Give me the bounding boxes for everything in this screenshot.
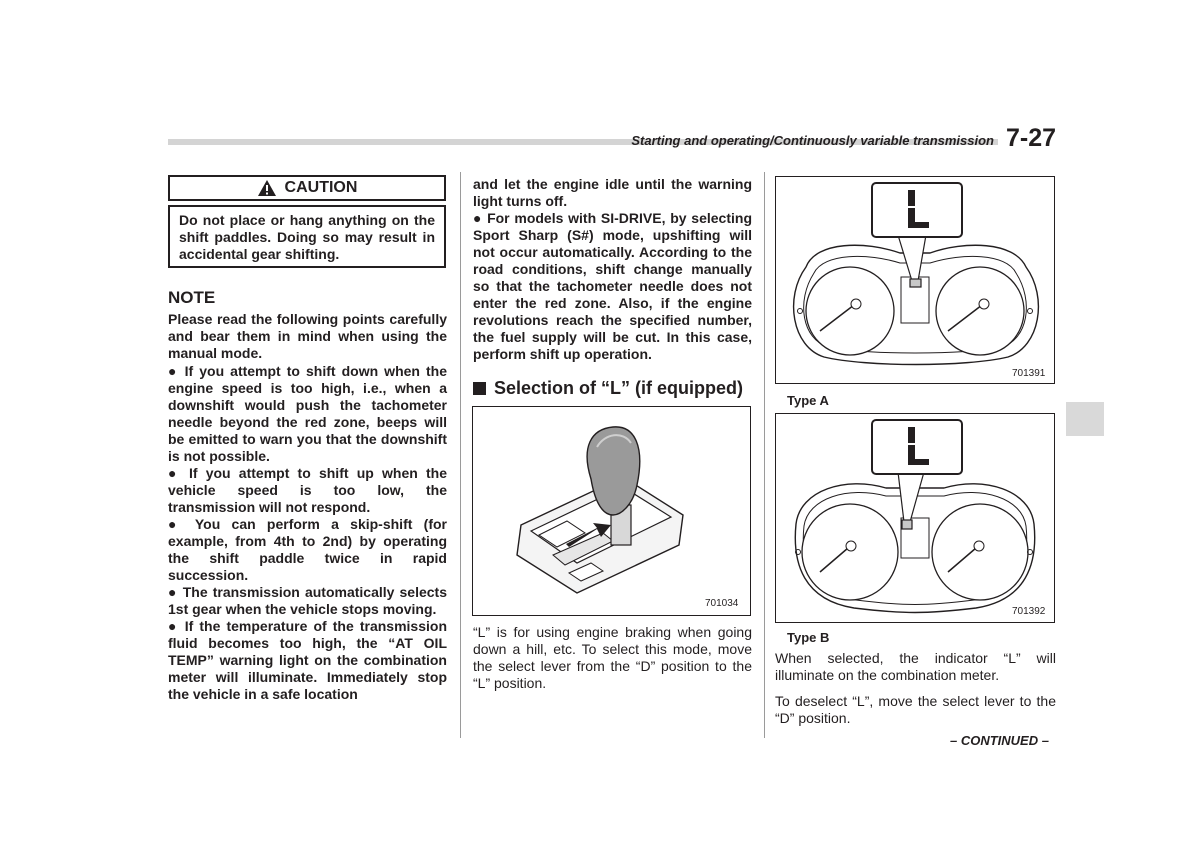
chapter-tab (1066, 402, 1104, 436)
column-divider-1 (460, 172, 461, 738)
running-header: Starting and operating/Continuously variable transmission (631, 133, 994, 148)
section-title: Selection of “L” (if equipped) (494, 378, 743, 398)
col2-body (473, 624, 752, 692)
figure-b-code: 701392 (1012, 606, 1046, 617)
note-intro: Please read the following points carefully and bear them in mind when using the manual mode. (168, 311, 447, 361)
note-title: NOTE (168, 288, 216, 307)
note-bullet-5: ● If the temperature of the transmission fluid becomes too high, the “AT OIL TEMP” warning light on the combination meter will illuminate. Immediately stop the vehicle in a safe location (168, 618, 447, 702)
continued-marker: – CONTINUED – (950, 733, 1049, 748)
note-bullet-3: ● You can perform a skip-shift (for example, from 4th to 2nd) by operating the shift paddle twice in rapid succession. (168, 516, 447, 583)
col2-top-text (473, 176, 752, 363)
indicator-description: When selected, the indicator “L” will illuminate on the combination meter. (775, 650, 1056, 683)
meter-figure-a (775, 176, 1055, 384)
section-bullet-icon (473, 382, 486, 395)
si-drive-bullet: ● For models with SI-DRIVE, by selecting Sport Sharp (S#) mode, upshifting will not occur automatically. According to the road conditions, shift change manually so that the tachometer needle does not enter the red zone. Also, if the engine revolutions reach the specified number, the fuel supply will be cut. In this case, perform shift up operation. (473, 210, 752, 362)
column-divider-2 (764, 172, 765, 738)
l-mode-description: “L” is for using engine braking when going down a hill, etc. To select this mode, move the select lever from the “D” position to the “L” position. (473, 624, 752, 691)
shift-lever-figure (472, 406, 751, 616)
warning-icon (257, 179, 277, 197)
note-bullet-1: ● If you attempt to shift down when the engine speed is too high, i.e., when a downshift would push the tachometer needle beyond the red zone, beeps will be emitted to warn you that the downshift is not possible. (168, 363, 447, 464)
figure-b-label: Type B (787, 630, 830, 645)
figure-a-label: Type A (787, 393, 829, 408)
caution-text: Do not place or hang anything on the shift paddles. Doing so may result in accidental gear shifting. (168, 205, 446, 268)
meter-figure-b (775, 413, 1055, 623)
figure-code: 701034 (705, 598, 739, 609)
note-body (168, 311, 447, 703)
deselect-description: To deselect “L”, move the select lever to the “D” position. (775, 693, 1056, 726)
section-heading (473, 378, 743, 399)
caution-title: CAUTION (284, 179, 358, 196)
combination-meter-b-illustration (776, 414, 1054, 622)
note-bullet-4: ● The transmission automatically selects 1st gear when the vehicle stops moving. (168, 584, 447, 617)
note-continuation: and let the engine idle until the warning light turns off. (473, 176, 752, 209)
caution-header (168, 175, 446, 201)
figure-a-code: 701391 (1012, 368, 1046, 379)
note-bullet-2: ● If you attempt to shift up when the vehicle speed is too low, the transmission will not respond. (168, 465, 447, 515)
combination-meter-a-illustration (776, 177, 1054, 383)
col3-body (775, 650, 1056, 727)
page-number: 7-27 (1006, 124, 1057, 152)
shift-lever-illustration (473, 407, 750, 615)
